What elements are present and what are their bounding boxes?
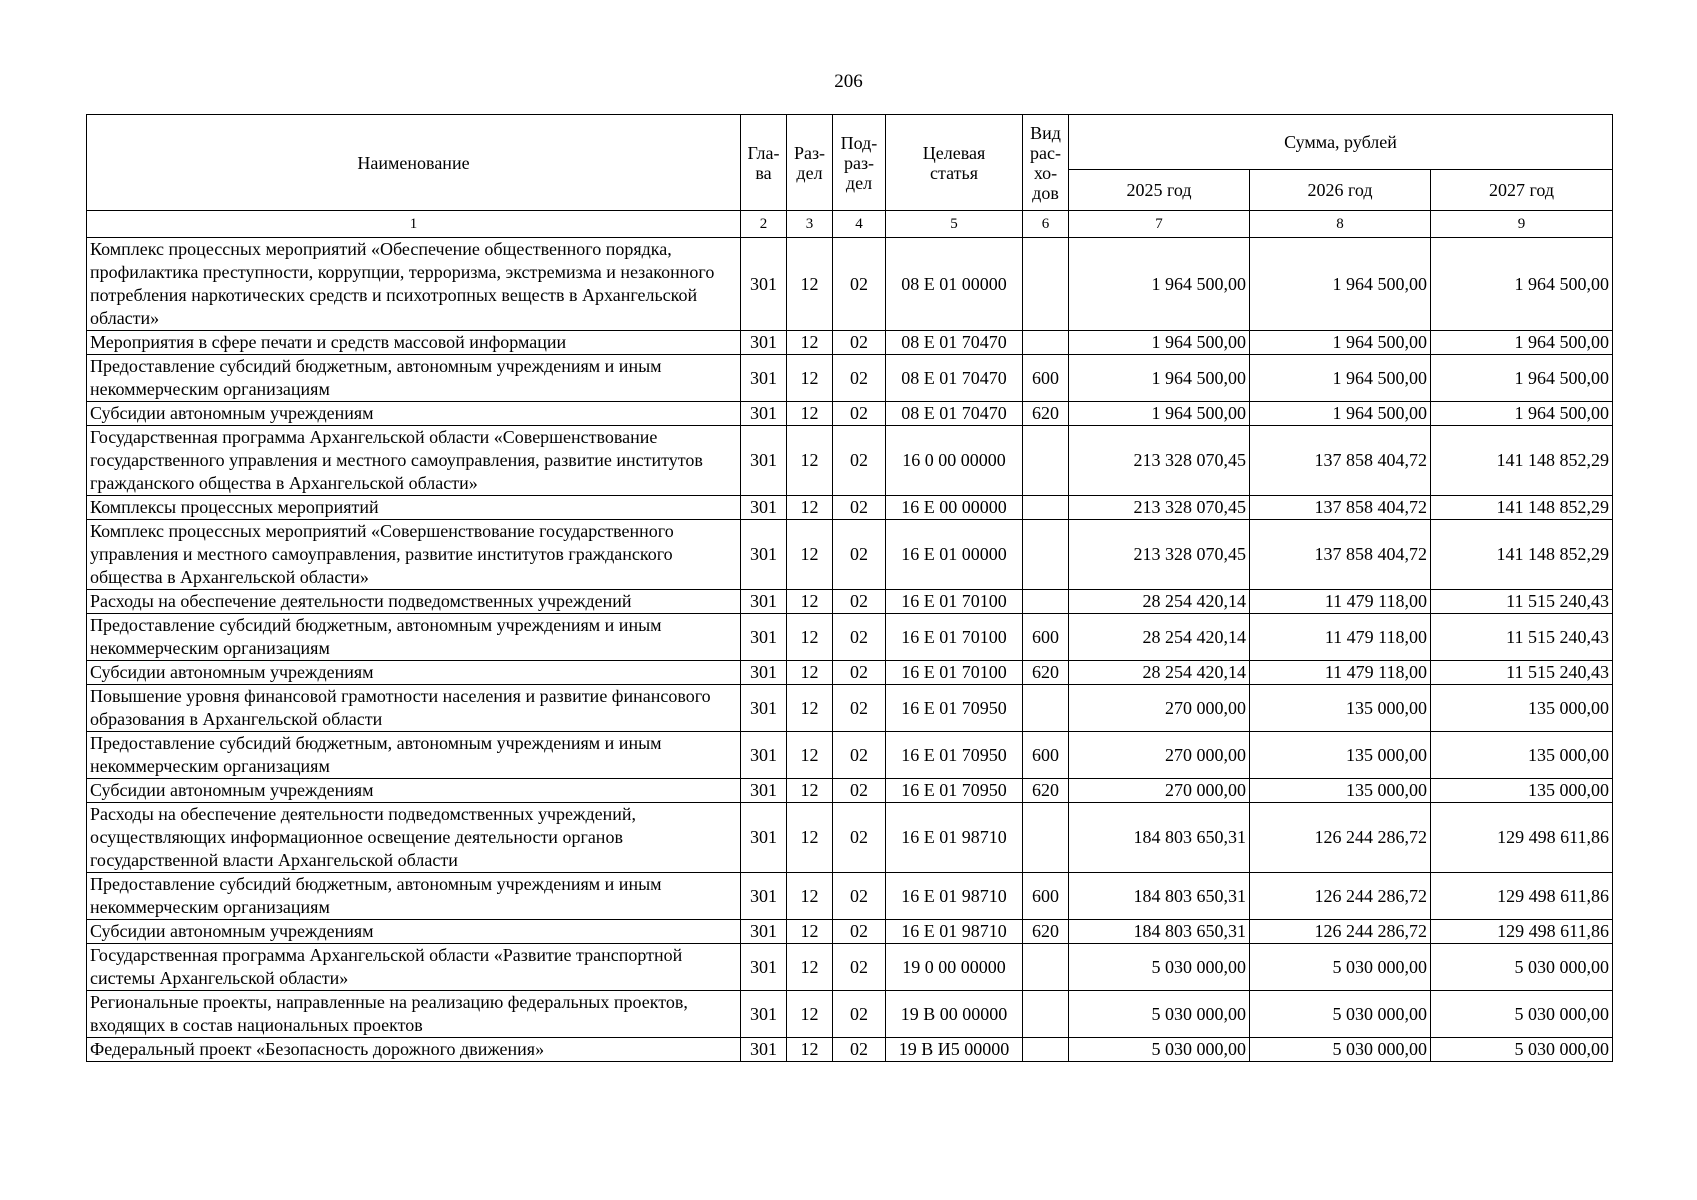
row-sum-2026: 11 479 118,00 <box>1250 590 1431 614</box>
row-vid: 600 <box>1023 614 1069 661</box>
row-sum-2025: 213 328 070,45 <box>1069 520 1250 590</box>
row-podrazdel: 02 <box>833 991 886 1038</box>
row-name: Расходы на обеспечение деятельности подведомственных учреждений, осуществляющих информационное освещение деятельности органов государственной власти Архангельской области <box>87 803 741 873</box>
row-vid: 620 <box>1023 402 1069 426</box>
row-target: 19 В 00 00000 <box>886 991 1023 1038</box>
row-podrazdel: 02 <box>833 355 886 402</box>
row-target: 08 Е 01 00000 <box>886 238 1023 331</box>
row-sum-2025: 184 803 650,31 <box>1069 873 1250 920</box>
row-name: Субсидии автономным учреждениям <box>87 661 741 685</box>
col-number: 1 <box>87 211 741 238</box>
row-sum-2025: 1 964 500,00 <box>1069 402 1250 426</box>
header-vid: Вид рас- хо- дов <box>1023 115 1069 211</box>
row-target: 16 Е 01 70950 <box>886 779 1023 803</box>
row-sum-2025: 1 964 500,00 <box>1069 331 1250 355</box>
row-glava: 301 <box>741 920 787 944</box>
header-2025: 2025 год <box>1069 170 1250 211</box>
row-razdel: 12 <box>787 402 833 426</box>
row-sum-2027: 5 030 000,00 <box>1431 991 1613 1038</box>
row-vid <box>1023 590 1069 614</box>
row-sum-2027: 129 498 611,86 <box>1431 803 1613 873</box>
row-sum-2026: 1 964 500,00 <box>1250 355 1431 402</box>
row-podrazdel: 02 <box>833 614 886 661</box>
row-podrazdel: 02 <box>833 779 886 803</box>
header-podrazdel: Под- раз- дел <box>833 115 886 211</box>
row-podrazdel: 02 <box>833 590 886 614</box>
row-glava: 301 <box>741 331 787 355</box>
header-2026: 2026 год <box>1250 170 1431 211</box>
col-number: 6 <box>1023 211 1069 238</box>
row-sum-2027: 1 964 500,00 <box>1431 238 1613 331</box>
row-razdel: 12 <box>787 520 833 590</box>
row-vid: 620 <box>1023 661 1069 685</box>
row-vid <box>1023 426 1069 496</box>
row-razdel: 12 <box>787 685 833 732</box>
table-row <box>87 355 1613 402</box>
row-name: Предоставление субсидий бюджетным, автономным учреждениям и иным некоммерческим организациям <box>87 873 741 920</box>
row-podrazdel: 02 <box>833 520 886 590</box>
row-razdel: 12 <box>787 331 833 355</box>
header-sum: Сумма, рублей <box>1069 115 1613 170</box>
row-sum-2027: 141 148 852,29 <box>1431 496 1613 520</box>
row-glava: 301 <box>741 803 787 873</box>
row-name: Комплексы процессных мероприятий <box>87 496 741 520</box>
header-glava: Гла- ва <box>741 115 787 211</box>
row-sum-2027: 135 000,00 <box>1431 732 1613 779</box>
budget-table <box>86 114 1613 1062</box>
row-target: 16 Е 01 70100 <box>886 590 1023 614</box>
row-sum-2026: 1 964 500,00 <box>1250 238 1431 331</box>
row-name: Предоставление субсидий бюджетным, автономным учреждениям и иным некоммерческим организациям <box>87 614 741 661</box>
table-row <box>87 685 1613 732</box>
row-sum-2025: 270 000,00 <box>1069 732 1250 779</box>
row-sum-2025: 5 030 000,00 <box>1069 991 1250 1038</box>
row-glava: 301 <box>741 732 787 779</box>
row-sum-2026: 5 030 000,00 <box>1250 1038 1431 1062</box>
row-vid <box>1023 944 1069 991</box>
row-target: 16 Е 01 70100 <box>886 661 1023 685</box>
row-name: Расходы на обеспечение деятельности подведомственных учреждений <box>87 590 741 614</box>
row-glava: 301 <box>741 944 787 991</box>
row-sum-2025: 184 803 650,31 <box>1069 920 1250 944</box>
row-name: Повышение уровня финансовой грамотности населения и развитие финансового образования в Архангельской области <box>87 685 741 732</box>
row-sum-2027: 1 964 500,00 <box>1431 402 1613 426</box>
row-target: 16 Е 01 98710 <box>886 873 1023 920</box>
table-row <box>87 779 1613 803</box>
row-sum-2025: 5 030 000,00 <box>1069 1038 1250 1062</box>
row-podrazdel: 02 <box>833 944 886 991</box>
header-name: Наименование <box>87 115 741 211</box>
row-podrazdel: 02 <box>833 238 886 331</box>
row-target: 19 0 00 00000 <box>886 944 1023 991</box>
row-name: Субсидии автономным учреждениям <box>87 402 741 426</box>
row-sum-2025: 28 254 420,14 <box>1069 590 1250 614</box>
row-razdel: 12 <box>787 803 833 873</box>
table-row <box>87 920 1613 944</box>
row-sum-2026: 135 000,00 <box>1250 779 1431 803</box>
header-razdel: Раз- дел <box>787 115 833 211</box>
row-razdel: 12 <box>787 732 833 779</box>
row-razdel: 12 <box>787 496 833 520</box>
row-podrazdel: 02 <box>833 732 886 779</box>
table-row <box>87 496 1613 520</box>
table-row <box>87 520 1613 590</box>
row-target: 16 Е 01 00000 <box>886 520 1023 590</box>
page-number: 206 <box>834 71 863 92</box>
row-sum-2027: 141 148 852,29 <box>1431 426 1613 496</box>
row-sum-2025: 213 328 070,45 <box>1069 496 1250 520</box>
row-sum-2027: 5 030 000,00 <box>1431 944 1613 991</box>
col-number: 5 <box>886 211 1023 238</box>
row-target: 16 Е 01 70100 <box>886 614 1023 661</box>
row-vid: 620 <box>1023 920 1069 944</box>
row-sum-2026: 5 030 000,00 <box>1250 991 1431 1038</box>
row-target: 16 Е 00 00000 <box>886 496 1023 520</box>
row-sum-2026: 137 858 404,72 <box>1250 496 1431 520</box>
row-podrazdel: 02 <box>833 331 886 355</box>
row-glava: 301 <box>741 355 787 402</box>
row-sum-2025: 28 254 420,14 <box>1069 661 1250 685</box>
col-number: 8 <box>1250 211 1431 238</box>
row-target: 08 Е 01 70470 <box>886 402 1023 426</box>
row-sum-2025: 270 000,00 <box>1069 779 1250 803</box>
row-sum-2025: 5 030 000,00 <box>1069 944 1250 991</box>
row-target: 19 В И5 00000 <box>886 1038 1023 1062</box>
row-glava: 301 <box>741 520 787 590</box>
row-sum-2026: 135 000,00 <box>1250 685 1431 732</box>
col-number: 4 <box>833 211 886 238</box>
row-sum-2026: 5 030 000,00 <box>1250 944 1431 991</box>
row-podrazdel: 02 <box>833 803 886 873</box>
row-podrazdel: 02 <box>833 661 886 685</box>
table-row <box>87 590 1613 614</box>
row-razdel: 12 <box>787 920 833 944</box>
row-sum-2027: 1 964 500,00 <box>1431 331 1613 355</box>
row-podrazdel: 02 <box>833 426 886 496</box>
row-target: 08 Е 01 70470 <box>886 355 1023 402</box>
table-row <box>87 238 1613 331</box>
row-sum-2026: 126 244 286,72 <box>1250 920 1431 944</box>
row-vid <box>1023 803 1069 873</box>
row-target: 16 Е 01 98710 <box>886 803 1023 873</box>
row-glava: 301 <box>741 496 787 520</box>
row-sum-2026: 126 244 286,72 <box>1250 873 1431 920</box>
row-sum-2026: 137 858 404,72 <box>1250 520 1431 590</box>
row-target: 16 Е 01 98710 <box>886 920 1023 944</box>
row-sum-2025: 213 328 070,45 <box>1069 426 1250 496</box>
table-row <box>87 944 1613 991</box>
row-name: Субсидии автономным учреждениям <box>87 920 741 944</box>
row-razdel: 12 <box>787 590 833 614</box>
row-glava: 301 <box>741 779 787 803</box>
col-number: 3 <box>787 211 833 238</box>
row-name: Субсидии автономным учреждениям <box>87 779 741 803</box>
row-sum-2027: 135 000,00 <box>1431 779 1613 803</box>
row-sum-2027: 5 030 000,00 <box>1431 1038 1613 1062</box>
table-row <box>87 1038 1613 1062</box>
row-podrazdel: 02 <box>833 685 886 732</box>
row-sum-2026: 135 000,00 <box>1250 732 1431 779</box>
row-name: Предоставление субсидий бюджетным, автономным учреждениям и иным некоммерческим организациям <box>87 355 741 402</box>
row-glava: 301 <box>741 661 787 685</box>
row-vid: 600 <box>1023 873 1069 920</box>
row-podrazdel: 02 <box>833 1038 886 1062</box>
row-name: Предоставление субсидий бюджетным, автономным учреждениям и иным некоммерческим организациям <box>87 732 741 779</box>
row-sum-2027: 1 964 500,00 <box>1431 355 1613 402</box>
row-sum-2027: 11 515 240,43 <box>1431 590 1613 614</box>
table-row <box>87 803 1613 873</box>
column-numbers-row <box>87 211 1613 238</box>
row-sum-2026: 1 964 500,00 <box>1250 331 1431 355</box>
row-razdel: 12 <box>787 991 833 1038</box>
col-number: 9 <box>1431 211 1613 238</box>
row-name: Комплекс процессных мероприятий «Обеспечение общественного порядка, профилактика преступности, коррупции, терроризма, экстремизма и незаконного потребления наркотических средств и психотропных веществ в Архангельской области» <box>87 238 741 331</box>
row-sum-2027: 11 515 240,43 <box>1431 661 1613 685</box>
row-razdel: 12 <box>787 1038 833 1062</box>
row-podrazdel: 02 <box>833 920 886 944</box>
table-row <box>87 402 1613 426</box>
row-razdel: 12 <box>787 779 833 803</box>
row-podrazdel: 02 <box>833 873 886 920</box>
table-row <box>87 331 1613 355</box>
row-razdel: 12 <box>787 873 833 920</box>
row-vid: 600 <box>1023 355 1069 402</box>
row-razdel: 12 <box>787 355 833 402</box>
row-name: Региональные проекты, направленные на реализацию федеральных проектов, входящих в состав национальных проектов <box>87 991 741 1038</box>
header-target: Целевая статья <box>886 115 1023 211</box>
row-razdel: 12 <box>787 944 833 991</box>
row-sum-2027: 11 515 240,43 <box>1431 614 1613 661</box>
row-vid <box>1023 991 1069 1038</box>
table-row <box>87 991 1613 1038</box>
row-sum-2026: 11 479 118,00 <box>1250 614 1431 661</box>
row-vid <box>1023 238 1069 331</box>
row-vid <box>1023 331 1069 355</box>
row-sum-2027: 141 148 852,29 <box>1431 520 1613 590</box>
row-podrazdel: 02 <box>833 402 886 426</box>
row-glava: 301 <box>741 873 787 920</box>
row-glava: 301 <box>741 426 787 496</box>
row-podrazdel: 02 <box>833 496 886 520</box>
table-row <box>87 614 1613 661</box>
table-row <box>87 732 1613 779</box>
row-glava: 301 <box>741 991 787 1038</box>
row-glava: 301 <box>741 1038 787 1062</box>
row-glava: 301 <box>741 402 787 426</box>
row-sum-2026: 126 244 286,72 <box>1250 803 1431 873</box>
header-2027: 2027 год <box>1431 170 1613 211</box>
row-target: 16 0 00 00000 <box>886 426 1023 496</box>
col-number: 7 <box>1069 211 1250 238</box>
row-target: 08 Е 01 70470 <box>886 331 1023 355</box>
row-name: Государственная программа Архангельской области «Совершенствование государственного управления и местного самоуправления, развитие институтов гражданского общества в Архангельской области» <box>87 426 741 496</box>
row-glava: 301 <box>741 238 787 331</box>
table-row <box>87 873 1613 920</box>
col-number: 2 <box>741 211 787 238</box>
row-sum-2026: 1 964 500,00 <box>1250 402 1431 426</box>
row-sum-2025: 1 964 500,00 <box>1069 355 1250 402</box>
row-name: Мероприятия в сфере печати и средств массовой информации <box>87 331 741 355</box>
row-sum-2025: 270 000,00 <box>1069 685 1250 732</box>
row-sum-2025: 184 803 650,31 <box>1069 803 1250 873</box>
row-sum-2025: 1 964 500,00 <box>1069 238 1250 331</box>
row-target: 16 Е 01 70950 <box>886 732 1023 779</box>
table-row <box>87 661 1613 685</box>
row-name: Государственная программа Архангельской области «Развитие транспортной системы Архангельской области» <box>87 944 741 991</box>
row-target: 16 Е 01 70950 <box>886 685 1023 732</box>
row-razdel: 12 <box>787 238 833 331</box>
row-sum-2026: 137 858 404,72 <box>1250 426 1431 496</box>
row-glava: 301 <box>741 590 787 614</box>
row-glava: 301 <box>741 685 787 732</box>
row-razdel: 12 <box>787 614 833 661</box>
row-sum-2027: 135 000,00 <box>1431 685 1613 732</box>
row-name: Комплекс процессных мероприятий «Совершенствование государственного управления и местного самоуправления, развитие институтов гражданского общества в Архангельской области» <box>87 520 741 590</box>
row-vid: 600 <box>1023 732 1069 779</box>
row-name: Федеральный проект «Безопасность дорожного движения» <box>87 1038 741 1062</box>
row-vid <box>1023 520 1069 590</box>
row-sum-2027: 129 498 611,86 <box>1431 873 1613 920</box>
table-row <box>87 426 1613 496</box>
row-vid: 620 <box>1023 779 1069 803</box>
row-sum-2026: 11 479 118,00 <box>1250 661 1431 685</box>
row-sum-2027: 129 498 611,86 <box>1431 920 1613 944</box>
row-vid <box>1023 1038 1069 1062</box>
row-vid <box>1023 496 1069 520</box>
row-glava: 301 <box>741 614 787 661</box>
row-razdel: 12 <box>787 426 833 496</box>
row-vid <box>1023 685 1069 732</box>
row-sum-2025: 28 254 420,14 <box>1069 614 1250 661</box>
row-razdel: 12 <box>787 661 833 685</box>
